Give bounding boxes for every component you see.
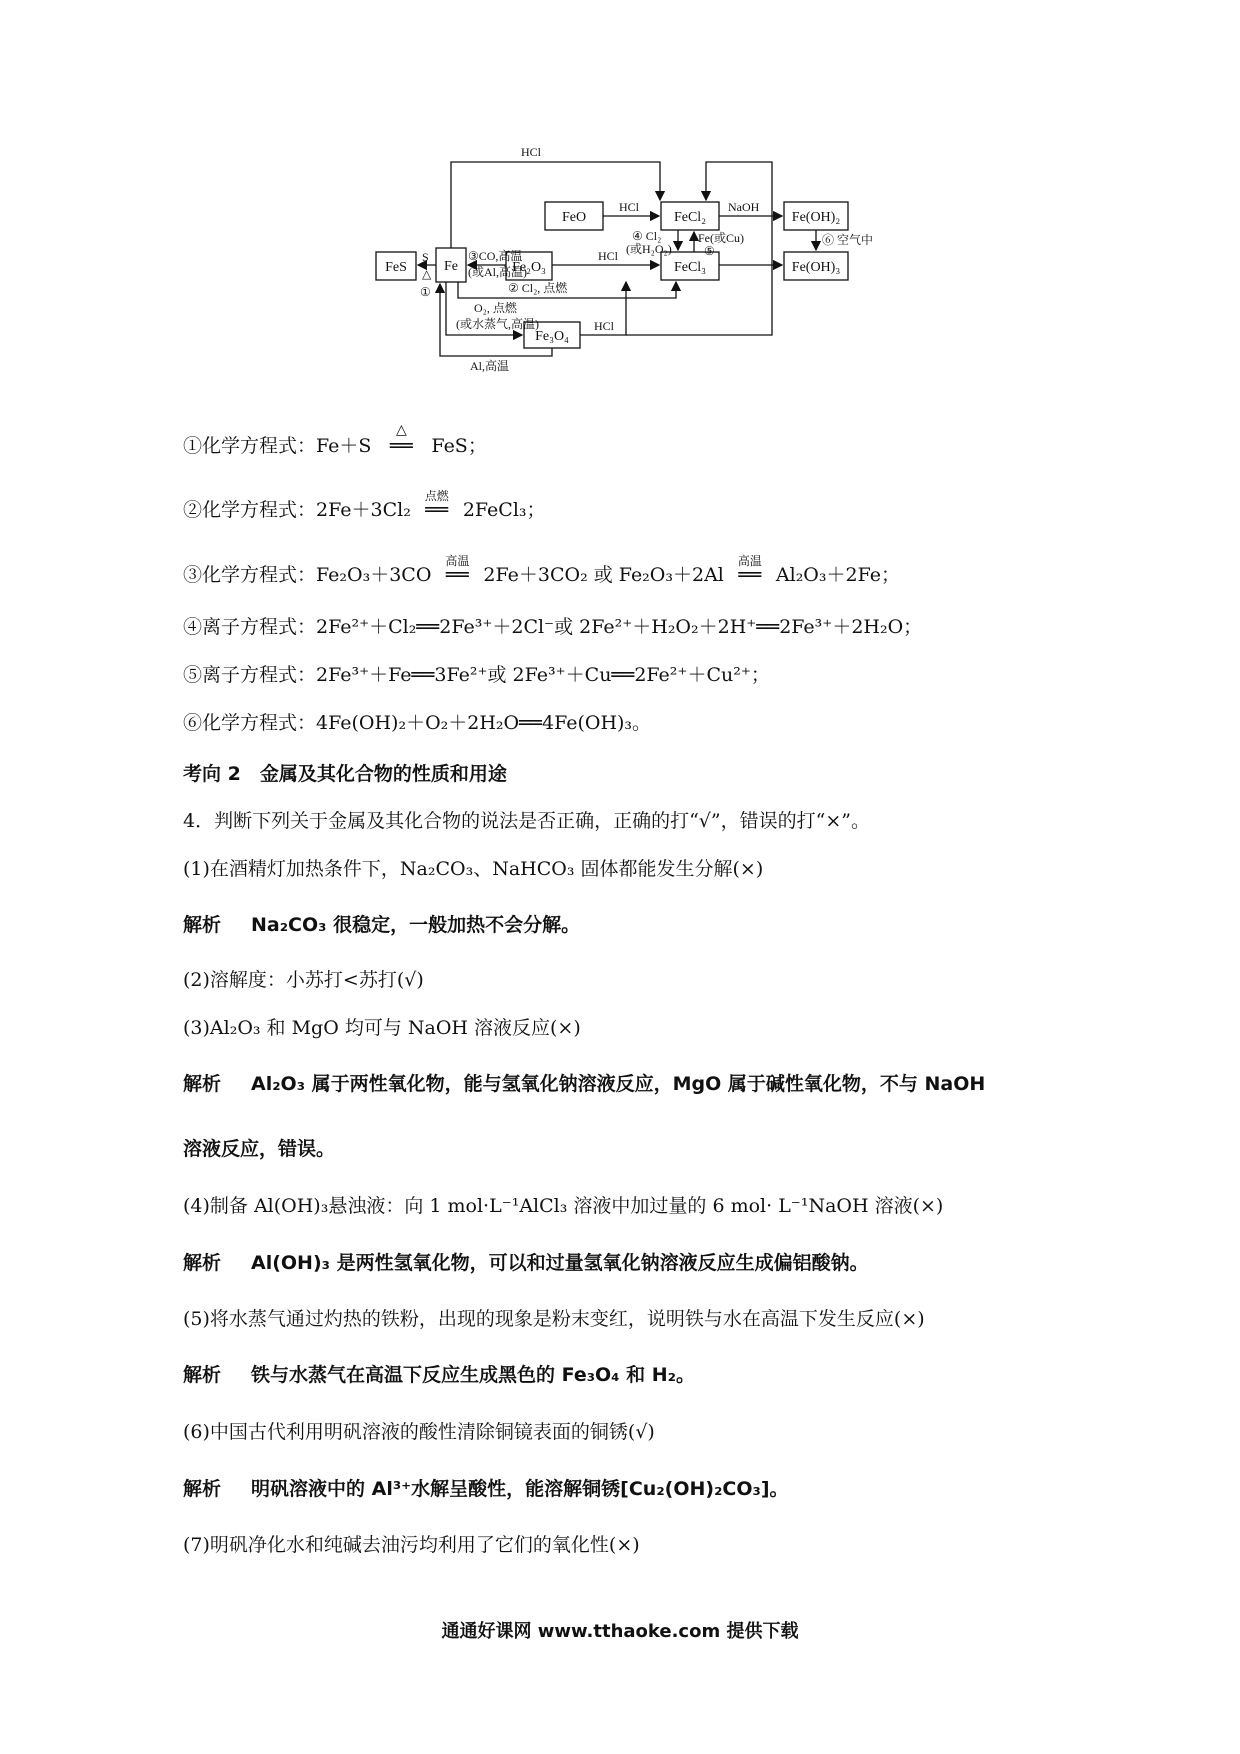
eq1-rhs: FeS；	[431, 435, 487, 457]
diagram-svg	[376, 145, 874, 396]
label-fe-cu: Fe(或Cu)	[698, 231, 744, 245]
analysis-6-text: 明矾溶液中的 Al³⁺水解呈酸性，能溶解铜锈[Cu₂(OH)₂CO₃]。	[251, 1478, 789, 1500]
node-fes: FeS	[385, 260, 407, 275]
label-hcl-feo: HCl	[619, 200, 640, 214]
analysis-5-text: 铁与水蒸气在高温下反应生成黑色的 Fe₃O₄ 和 H₂。	[251, 1364, 695, 1386]
label-s: S	[422, 250, 429, 264]
label-n5: ⑤	[704, 244, 715, 258]
equation-6: ⑥化学方程式：4Fe(OH)₂＋O₂＋2H₂O══4Fe(OH)₃。	[183, 712, 652, 734]
label-cl2-4: ④ Cl₂	[632, 229, 662, 243]
eq3-condition-equals: 高温 ══	[431, 561, 483, 589]
label-al-high: (或Al,高温)	[468, 265, 527, 279]
label-h2o2: (或H₂O₂)	[626, 242, 672, 256]
eq3-prefix: ③化学方程式：	[183, 564, 317, 586]
label-al-bottom: Al,高温	[470, 359, 510, 373]
analysis-tag: 解析	[183, 1364, 222, 1386]
eq3-condition-equals-2: 高温 ══	[724, 561, 776, 589]
label-delta: △	[422, 267, 432, 281]
node-feoh3: Fe(OH)₃	[791, 260, 841, 275]
analysis-4	[183, 1249, 869, 1277]
analysis-4-text: Al(OH)₃ 是两性氢氧化物，可以和过量氢氧化钠溶液反应生成偏铝酸钠。	[251, 1252, 869, 1274]
label-co: ③CO,高温	[468, 249, 523, 263]
label-air: ⑥ 空气中	[822, 233, 874, 247]
analysis-3	[183, 1070, 985, 1098]
analysis-3-text: Al₂O₃ 属于两性氧化物，能与氢氧化钠溶液反应，MgO 属于碱性氧化物，不与 NaOH	[251, 1073, 986, 1095]
eq1-condition-equals: △ ══	[371, 432, 431, 460]
eq2-rhs: 2FeCl₃；	[462, 499, 546, 521]
analysis-tag: 解析	[183, 914, 222, 936]
node-feo: FeO	[561, 210, 587, 225]
ionic-equation-4: ④离子方程式：2Fe²⁺＋Cl₂══2Fe³⁺＋2Cl⁻或 2Fe²⁺＋H₂O₂＋2H⁺══2Fe³⁺＋2H₂O；	[183, 616, 923, 638]
analysis-tag: 解析	[183, 1478, 222, 1500]
eq2-prefix: ②化学方程式：	[183, 499, 317, 521]
node-fecl2: FeCl₂	[673, 210, 707, 225]
node-fe3o4: Fe₃O₄	[535, 329, 569, 344]
item-1: (1)在酒精灯加热条件下，Na₂CO₃、NaHCO₃ 固体都能发生分解(×)	[183, 858, 764, 880]
analysis-tag: 解析	[183, 1252, 222, 1274]
node-fe: Fe	[444, 259, 458, 274]
iron-reaction-diagram	[376, 145, 874, 396]
analysis-1-text: Na₂CO₃ 很稳定，一般加热不会分解。	[251, 914, 581, 936]
section-title: 考向 2 金属及其化合物的性质和用途	[183, 763, 507, 785]
node-feoh2: Fe(OH)₂	[791, 210, 841, 225]
label-hcl-top: HCl	[521, 145, 542, 159]
analysis-3-continued: 溶液反应，错误。	[183, 1138, 336, 1160]
eq2-condition-equals: 点燃 ══	[411, 496, 463, 524]
eq3-cond2: 高温	[737, 554, 762, 568]
label-hcl-fe3o4: HCl	[594, 319, 615, 333]
analysis-5	[183, 1361, 695, 1389]
label-naoh: NaOH	[728, 200, 760, 214]
eq3-cond: 高温	[445, 554, 470, 568]
node-fecl3: FeCl₃	[673, 260, 707, 275]
node-fe2o3: Fe₂O₃	[512, 260, 546, 275]
item-7: (7)明矾净化水和纯碱去油污均利用了它们的氧化性(×)	[183, 1534, 640, 1556]
footer-download-notice: 通通好课网 www.tthaoke.com 提供下载	[441, 1621, 799, 1642]
eq1-lhs: Fe＋S	[316, 435, 372, 457]
label-o2: O₂, 点燃	[474, 301, 517, 315]
item-2: (2)溶解度：小苏打<苏打(√)	[183, 969, 424, 991]
equation-3	[183, 554, 900, 589]
analysis-tag: 解析	[183, 1073, 222, 1095]
label-cl2-burn: ② Cl₂, 点燃	[508, 281, 568, 295]
eq3-rhs: 2Fe＋3CO₂ 或 Fe₂O₃＋2Al	[483, 564, 724, 586]
eq1-cond: △	[396, 422, 407, 438]
eq3-rhs2: Al₂O₃＋2Fe；	[775, 564, 900, 586]
question-4: 4．判断下列关于金属及其化合物的说法是否正确，正确的打“√”，错误的打“×”。	[183, 810, 870, 832]
label-steam: (或水蒸气,高温)	[456, 317, 539, 331]
eq2-lhs: 2Fe＋3Cl₂	[316, 499, 411, 521]
equation-2	[183, 489, 546, 524]
analysis-6	[183, 1475, 789, 1503]
analysis-1	[183, 911, 580, 939]
item-5: (5)将水蒸气通过灼热的铁粉，出现的现象是粉末变红，说明铁与水在高温下发生反应(×)	[183, 1308, 925, 1330]
item-6: (6)中国古代利用明矾溶液的酸性清除铜镜表面的铜锈(√)	[183, 1421, 655, 1443]
eq3-lhs: Fe₂O₃＋3CO	[316, 564, 432, 586]
eq2-cond: 点燃	[424, 489, 449, 503]
ionic-equation-5: ⑤离子方程式：2Fe³⁺＋Fe══3Fe²⁺或 2Fe³⁺＋Cu══2Fe²⁺＋Cu²⁺；	[183, 664, 770, 686]
item-4: (4)制备 Al(OH)₃悬浊液：向 1 mol·L⁻¹AlCl₃ 溶液中加过量的 6 mol· L⁻¹NaOH 溶液(×)	[183, 1195, 944, 1217]
label-n1: ①	[420, 285, 431, 299]
equation-1	[183, 422, 487, 460]
item-3: (3)Al₂O₃ 和 MgO 均可与 NaOH 溶液反应(×)	[183, 1017, 581, 1039]
eq1-prefix: ①化学方程式：	[183, 435, 317, 457]
label-hcl-fe2o3: HCl	[598, 249, 619, 263]
